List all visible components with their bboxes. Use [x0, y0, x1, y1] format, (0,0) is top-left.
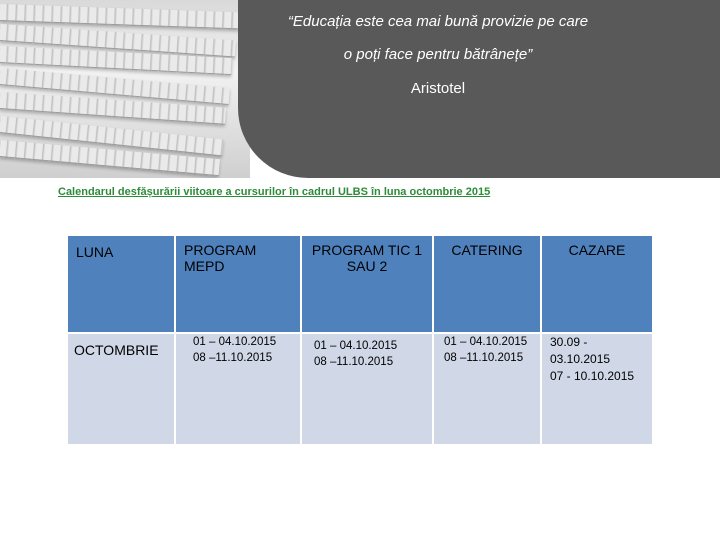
header-cell-luna: LUNA — [68, 236, 174, 332]
schedule-subtitle: Calendarul desfășurării viitoare a cursurilor în cadrul ULBS în luna octombrie 2015 — [58, 186, 491, 198]
row-cell-catering: 01 – 04.10.2015 08 –11.10.2015 — [434, 334, 540, 444]
schedule-table — [68, 236, 652, 444]
row-cell-luna: OCTOMBRIE — [68, 334, 174, 444]
quote-banner — [238, 0, 720, 178]
row-cell-cazare: 30.09 - 03.10.2015 07 - 10.10.2015 — [542, 334, 652, 444]
row-cell-mepd: 01 – 04.10.2015 08 –11.10.2015 — [176, 334, 300, 444]
quote-line-1: “Educația este cea mai bună provizie pe care — [287, 13, 589, 30]
quote-author: Aristotel — [410, 80, 466, 97]
row-cell-tic: 01 – 04.10.2015 08 –11.10.2015 — [302, 334, 432, 444]
header-cell-mepd: PROGRAM MEPD — [176, 236, 300, 332]
header-cell-tic: PROGRAM TIC 1 SAU 2 — [302, 236, 432, 332]
header-cell-cazare: CAZARE — [542, 236, 652, 332]
quote-line-2: o poți face pentru bătrânețe” — [343, 46, 533, 63]
newspapers-photo — [0, 0, 250, 178]
header-cell-catering: CATERING — [434, 236, 540, 332]
